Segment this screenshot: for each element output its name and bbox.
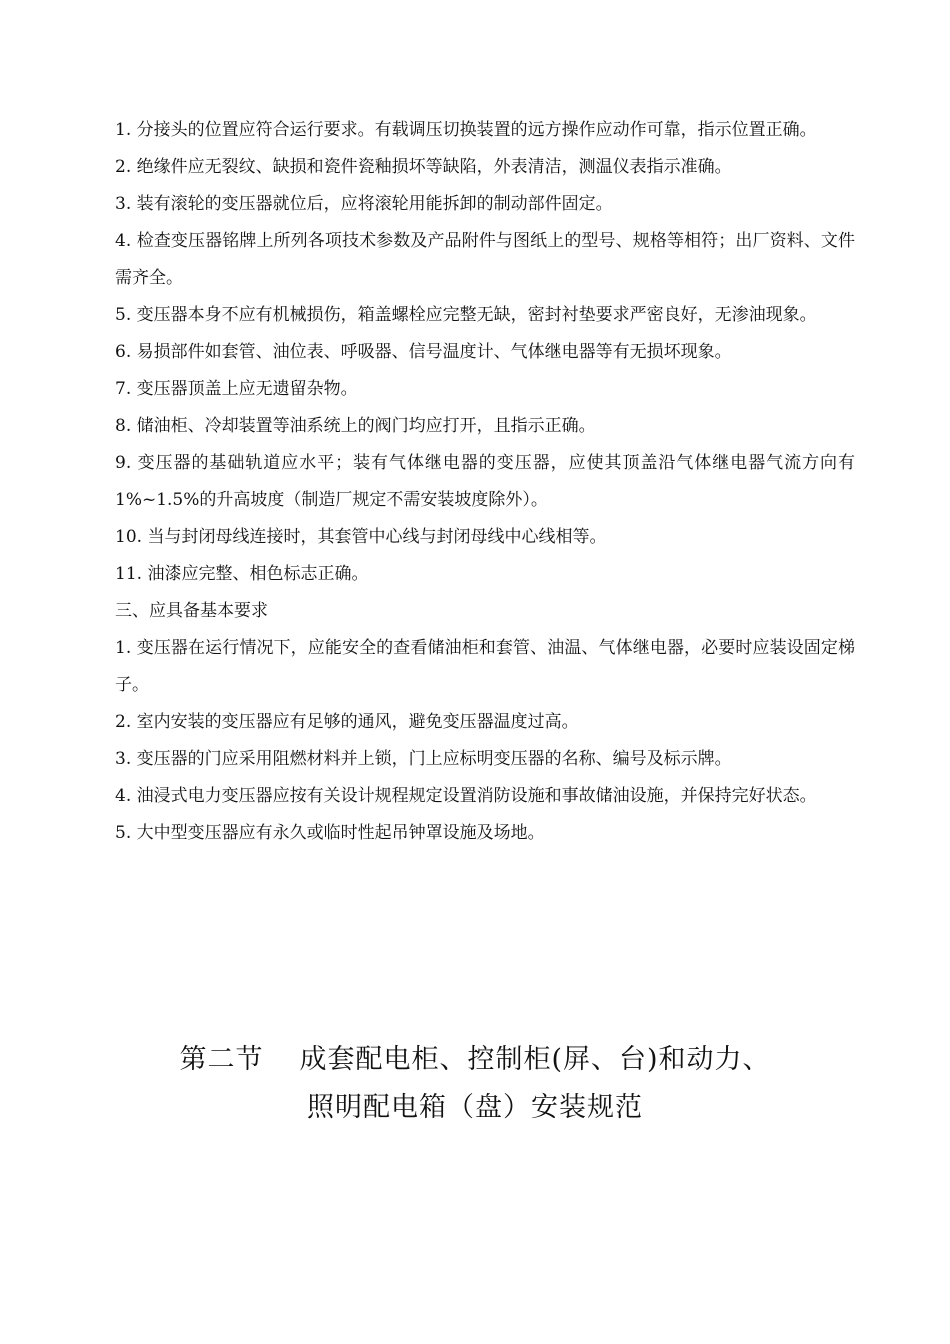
list-item: 2. 绝缘件应无裂纹、缺损和瓷件瓷釉损坏等缺陷，外表清洁，测温仪表指示准确。 <box>115 157 732 177</box>
document-body <box>115 112 855 852</box>
list-item: 5. 变压器本身不应有机械损伤，箱盖螺栓应完整无缺，密封衬垫要求严密良好，无渗油现象。 <box>115 305 817 325</box>
list-item: 4. 油浸式电力变压器应按有关设计规程规定设置消防设施和事故储油设施，并保持完好状态。 <box>115 786 817 806</box>
section-subheading: 三、应具备基本要求 <box>115 601 268 621</box>
list-item: 3. 变压器的门应采用阻燃材料并上锁，门上应标明变压器的名称、编号及标示牌。 <box>115 749 732 769</box>
section-title <box>0 1036 950 1132</box>
list-item: 2. 室内安装的变压器应有足够的通风，避免变压器温度过高。 <box>115 712 579 732</box>
list-item: 1. 分接头的位置应符合运行要求。有载调压切换装置的远方操作应动作可靠，指示位置正确。 <box>115 120 817 140</box>
section-number: 第二节 <box>179 1044 264 1075</box>
list-item: 5. 大中型变压器应有永久或临时性起吊钟罩设施及场地。 <box>115 823 545 843</box>
list-item: 6. 易损部件如套管、油位表、呼吸器、信号温度计、气体继电器等有无损坏现象。 <box>115 342 732 362</box>
list-item: 1. 变压器在运行情况下，应能安全的查看储油柜和套管、油温、气体继电器，必要时应装设固定梯子。 <box>115 638 855 695</box>
list-item: 11. 油漆应完整、相色标志正确。 <box>115 564 369 584</box>
list-item: 7. 变压器顶盖上应无遗留杂物。 <box>115 379 358 399</box>
section-title-line-1 <box>0 1036 950 1084</box>
section-title-text-1: 成套配电柜、控制柜(屏、台)和动力、 <box>299 1044 771 1075</box>
list-item: 8. 储油柜、冷却装置等油系统上的阀门均应打开，且指示正确。 <box>115 416 596 436</box>
list-item: 9. 变压器的基础轨道应水平；装有气体继电器的变压器，应使其顶盖沿气体继电器气流方向有 1%~1.5%的升高坡度（制造厂规定不需安装坡度除外）。 <box>115 453 855 510</box>
list-item: 10. 当与封闭母线连接时，其套管中心线与封闭母线中心线相等。 <box>115 527 607 547</box>
list-item: 3. 装有滚轮的变压器就位后，应将滚轮用能拆卸的制动部件固定。 <box>115 194 613 214</box>
section-title-text-2: 照明配电箱（盘）安装规范 <box>307 1092 643 1123</box>
list-item: 4. 检查变压器铭牌上所列各项技术参数及产品附件与图纸上的型号、规格等相符；出厂资料、文件需齐全。 <box>115 231 855 288</box>
